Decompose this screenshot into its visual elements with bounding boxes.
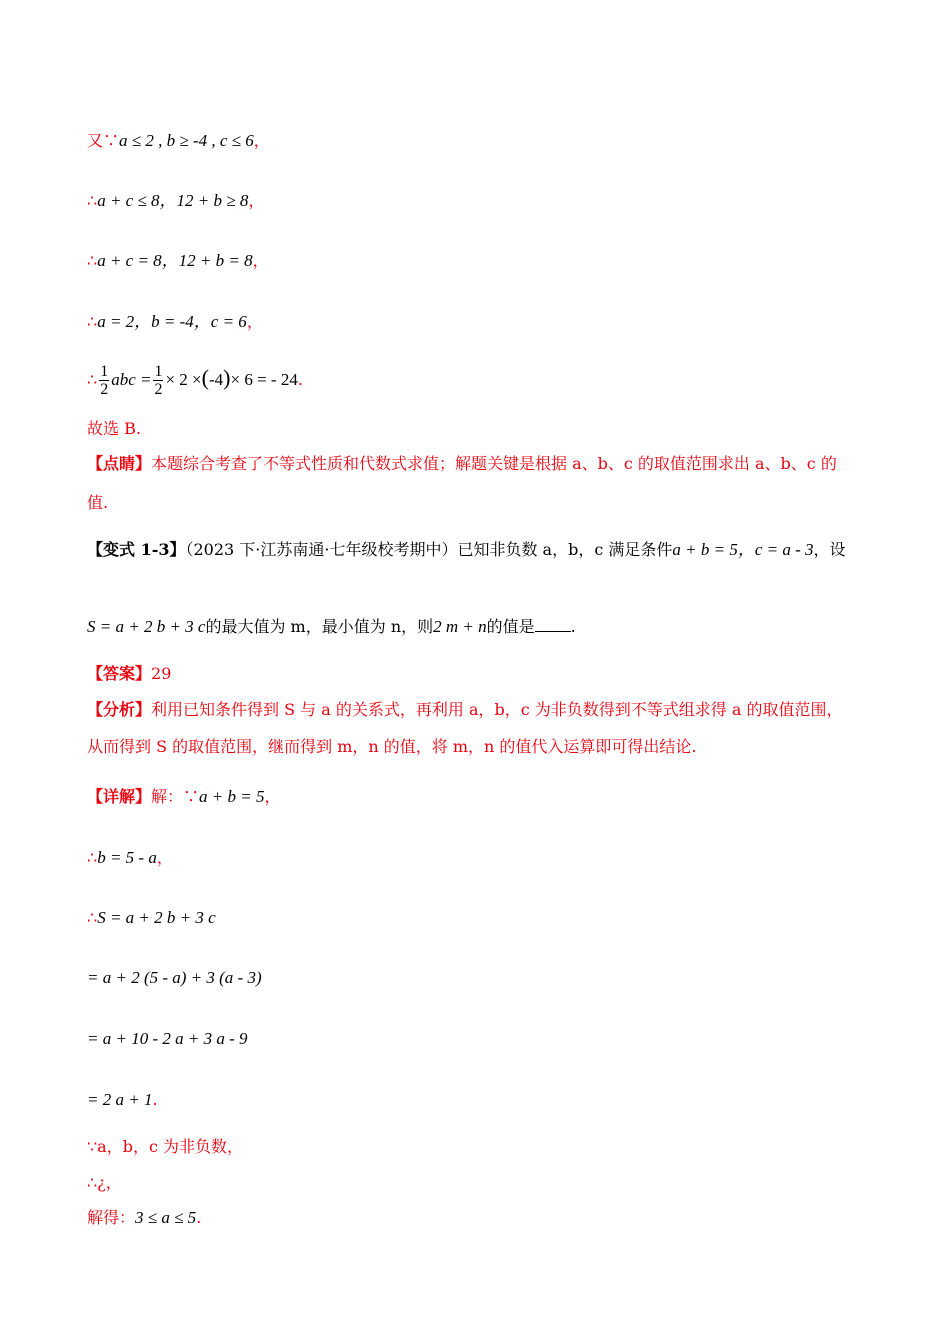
solution-line <box>87 1089 158 1111</box>
text: 利用已知条件得到 S 与 a 的关系式，再利用 a，b，c 为非负数得到不等式组求得 a 的取值范围， <box>151 700 843 719</box>
problem-line <box>87 616 576 638</box>
prefix: ∴ <box>87 312 98 331</box>
math: a + c ≤ 8，12 + b ≥ 8 <box>97 191 249 210</box>
punct: . <box>297 370 303 389</box>
math: 2 m + n <box>433 617 487 636</box>
solution-line <box>87 967 262 989</box>
prefix: ∴ <box>87 251 98 270</box>
math: -4 <box>208 370 224 389</box>
punct: ， <box>246 312 263 331</box>
text: 解得： <box>87 1208 136 1227</box>
solution-line <box>87 311 263 333</box>
answer-line <box>87 663 171 685</box>
solution-line: ∵a，b，c 为非负数， <box>87 1137 244 1156</box>
answer-blank <box>535 617 571 632</box>
math: = 2 a + 1 <box>87 1090 153 1109</box>
prefix: ∴ <box>87 908 98 927</box>
fraction: $\frac{1}{2}$ <box>154 363 163 398</box>
math: a = 2，b = -4，c = 6 <box>97 312 247 331</box>
punct: . <box>152 1090 158 1109</box>
source: （2023 下·江苏南通·七年级校考期中） <box>185 540 458 559</box>
text: 已知非负数 a，b，c 满足条件 <box>457 540 673 559</box>
solution-line <box>87 847 173 869</box>
math: a ≤ 2 , b ≥ -4 , c ≤ 6 <box>119 131 254 150</box>
solution-line <box>87 907 216 929</box>
math: 3 ≤ a ≤ 5 <box>135 1208 197 1227</box>
math: = a + 10 - 2 a + 3 a - 9 <box>87 1029 248 1048</box>
prefix: ∴ <box>87 370 98 389</box>
label: 【分析】 <box>87 700 152 719</box>
punct: ， <box>264 787 281 806</box>
solution-line <box>87 250 269 272</box>
math: S = a + 2 b + 3 c <box>87 617 206 636</box>
solution-line <box>87 190 264 212</box>
solution-line-fraction: ∴ $\frac{1}{2}$ abc = $\frac{1}{2}$ × 2 ×(-4)× 6 = - 24. <box>87 363 303 398</box>
solution-line: ∴¿， <box>87 1173 122 1192</box>
math: × 6 = - 24 <box>230 370 298 389</box>
label: 【详解】 <box>87 787 152 806</box>
analysis-line <box>87 699 843 721</box>
comment-line <box>87 453 837 475</box>
label: 【变式 1-3】 <box>87 540 186 559</box>
answer-choice: 故选 B. <box>87 419 141 438</box>
math: S = a + 2 b + 3 c <box>97 908 216 927</box>
punct: ， <box>253 131 270 150</box>
math: × 2 × <box>165 370 202 389</box>
text: 29 <box>151 664 172 683</box>
math: a + b = 5 <box>199 787 265 806</box>
math: a + c = 8，12 + b = 8 <box>97 251 253 270</box>
math: = a + 2 (5 - a) + 3 (a - 3) <box>87 968 262 987</box>
prefix: 又∵ <box>87 131 120 150</box>
analysis-line: 从而得到 S 的取值范围，继而得到 m，n 的值，将 m，n 的值代入运算即可得出结论. <box>87 737 697 756</box>
text: 的值是 <box>486 617 535 636</box>
punct: ， <box>156 848 173 867</box>
punct: ， <box>252 251 269 270</box>
text: 的最大值为 m，最小值为 n，则 <box>205 617 434 636</box>
prefix: ∴ <box>87 191 98 210</box>
text: 本题综合考查了不等式性质和代数式求值；解题关键是根据 a、b、c 的取值范围求出 a、b、c 的 <box>151 454 837 473</box>
solution-line <box>87 1207 201 1229</box>
problem-line <box>87 539 846 561</box>
text: 解：∵ <box>151 787 200 806</box>
math: b = 5 - a <box>97 848 157 867</box>
detail-line <box>87 786 281 808</box>
punct: . <box>196 1208 202 1227</box>
solution-line <box>87 130 270 152</box>
label: 【点睛】 <box>87 454 152 473</box>
punct: ，设 <box>813 540 846 559</box>
punct: . <box>570 617 576 636</box>
label: 【答案】 <box>87 664 152 683</box>
fraction: $\frac{1}{2}$ <box>100 363 109 398</box>
prefix: ∴ <box>87 848 98 867</box>
math: abc = <box>111 370 152 389</box>
math: a + b = 5，c = a - 3 <box>672 540 814 559</box>
comment-line: 值. <box>87 493 109 512</box>
solution-line <box>87 1028 248 1050</box>
punct: ， <box>248 191 265 210</box>
